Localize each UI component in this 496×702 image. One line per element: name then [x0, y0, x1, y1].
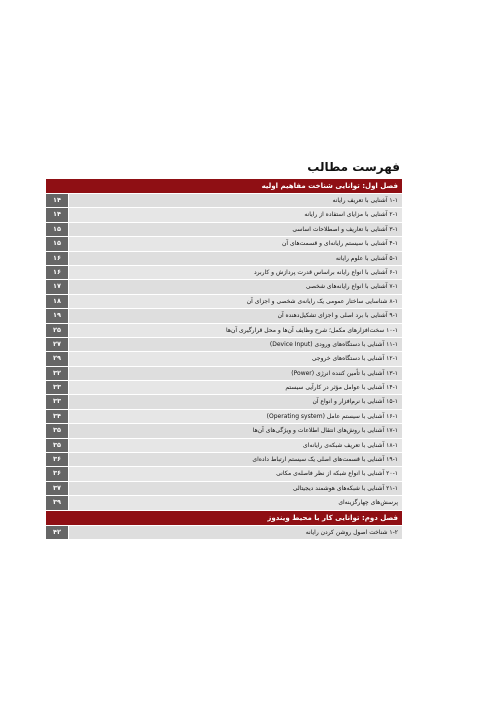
toc-entry-page: ۳۶	[46, 453, 69, 466]
toc-entry-page: ۳۶	[46, 467, 69, 480]
toc-entry	[46, 439, 402, 453]
toc-entry-title: ۱۰-۱ سخت‌افزارهای مکمل؛ شرح وظایف آن‌ها و محل قرارگیری آن‌ها	[69, 324, 402, 337]
toc-entry-page: ۳۵	[46, 439, 69, 452]
chapter-items	[46, 194, 402, 511]
toc-entry-title: ۱۴-۱ آشنایی با عوامل مؤثر در کارآیی سیستم	[69, 381, 402, 394]
toc-entry	[46, 324, 402, 338]
toc-entry-title: ۱۳-۱ آشنایی با تأمین کننده انرژی (Power)	[69, 367, 402, 380]
toc-entry-page: ۲۹	[46, 352, 69, 365]
table-of-contents	[46, 155, 402, 540]
toc-entry-page: ۳۹	[46, 496, 69, 509]
toc-entry-title: ۱۵-۱ آشنایی با نرم‌افزار و انواع آن	[69, 395, 402, 408]
toc-entry	[46, 381, 402, 395]
toc-entry	[46, 223, 402, 237]
toc-entry-title: ۱۶-۱ آشنایی با سیستم عامل (Operating system)	[69, 410, 402, 423]
toc-entry-page: ۳۷	[46, 482, 69, 495]
toc-entry-title: ۱۱-۱ آشنایی با دستگاه‌های ورودی (Device Input)	[69, 338, 402, 351]
toc-entry-title: ۸-۱ شناسایی ساختار عمومی یک رایانه‌ی شخصی و اجزای آن	[69, 295, 402, 308]
chapter-heading: فصل دوم: توانایی کار با محیط ویندوز	[46, 511, 402, 526]
toc-entry-title: ۱۸-۱ آشنایی با تعریف شبکه‌ی رایانه‌ای	[69, 439, 402, 452]
toc-entry-page: ۲۵	[46, 324, 69, 337]
toc-body	[46, 179, 402, 540]
toc-entry	[46, 453, 402, 467]
toc-entry-title: ۱-۱ آشنایی با تعریف رایانه	[69, 194, 402, 207]
toc-entry-title: ۱۲-۱ آشنایی با دستگاه‌های خروجی	[69, 352, 402, 365]
toc-title: فهرست مطالب	[307, 160, 400, 174]
toc-entry-page: ۱۸	[46, 295, 69, 308]
toc-entry	[46, 252, 402, 266]
toc-entry	[46, 482, 402, 496]
toc-entry	[46, 352, 402, 366]
toc-entry	[46, 467, 402, 481]
toc-entry-title: ۷-۱ آشنایی با انواع رایانه‌های شخصی	[69, 280, 402, 293]
toc-entry-page: ۳۳	[46, 395, 69, 408]
toc-entry-page: ۳۳	[46, 381, 69, 394]
toc-entry-page: ۳۲	[46, 367, 69, 380]
toc-entry	[46, 410, 402, 424]
toc-entry-page: ۱۶	[46, 266, 69, 279]
toc-entry-page: ۱۶	[46, 252, 69, 265]
toc-entry-page: ۱۵	[46, 223, 69, 236]
toc-entry-title: ۵-۱ آشنایی با علوم رایانه	[69, 252, 402, 265]
toc-entry	[46, 309, 402, 323]
toc-entry	[46, 208, 402, 222]
toc-entry	[46, 295, 402, 309]
toc-entry	[46, 367, 402, 381]
toc-entry-page: ۳۵	[46, 424, 69, 437]
toc-entry-page: ۲۷	[46, 338, 69, 351]
chapter-items	[46, 526, 402, 540]
toc-entry-title: ۹-۱ آشنایی با برد اصلی و اجزای تشکیل‌دهنده آن	[69, 309, 402, 322]
toc-entry	[46, 395, 402, 409]
toc-entry-page: ۱۷	[46, 280, 69, 293]
toc-entry	[46, 280, 402, 294]
toc-entry	[46, 424, 402, 438]
toc-entry	[46, 526, 402, 540]
toc-entry-title: ۱-۲ شناخت اصول روشن کردن رایانه	[69, 526, 402, 539]
toc-entry-title: ۱۷-۱ آشنایی با روش‌های انتقال اطلاعات و ویژگی‌های آن‌ها	[69, 424, 402, 437]
toc-entry	[46, 496, 402, 510]
toc-entry-page: ۴۲	[46, 526, 69, 539]
toc-entry-title: پرسش‌های چهارگزینه‌ای	[69, 496, 402, 509]
toc-entry	[46, 266, 402, 280]
toc-entry-page: ۳۴	[46, 410, 69, 423]
toc-entry-title: ۲۱-۱ آشنایی با شبکه‌های هوشمند دیجیتالی	[69, 482, 402, 495]
toc-entry-title: ۳-۱ آشنایی با تعاریف و اصطلاحات اساسی	[69, 223, 402, 236]
toc-entry-title: ۴-۱ آشنایی با سیستم رایانه‌ای و قسمت‌های آن	[69, 237, 402, 250]
toc-entry-title: ۲-۱ آشنایی با مزایای استفاده از رایانه	[69, 208, 402, 221]
toc-entry-page: ۱۴	[46, 208, 69, 221]
toc-entry	[46, 194, 402, 208]
toc-entry	[46, 338, 402, 352]
toc-entry-page: ۱۵	[46, 237, 69, 250]
toc-entry-page: ۱۴	[46, 194, 69, 207]
toc-entry	[46, 237, 402, 251]
toc-entry-title: ۱۹-۱ آشنایی با قسمت‌های اصلی یک سیستم ارتباط داده‌ای	[69, 453, 402, 466]
chapter-heading: فصل اول: توانایی شناخت مفاهیم اولیه	[46, 179, 402, 194]
toc-entry-title: ۶-۱ آشنایی با انواع رایانه براساس قدرت پردازش و کاربرد	[69, 266, 402, 279]
toc-entry-title: ۲۰-۱ آشنایی با انواع شبکه از نظر فاصله‌ی مکانی	[69, 467, 402, 480]
toc-entry-page: ۱۹	[46, 309, 69, 322]
